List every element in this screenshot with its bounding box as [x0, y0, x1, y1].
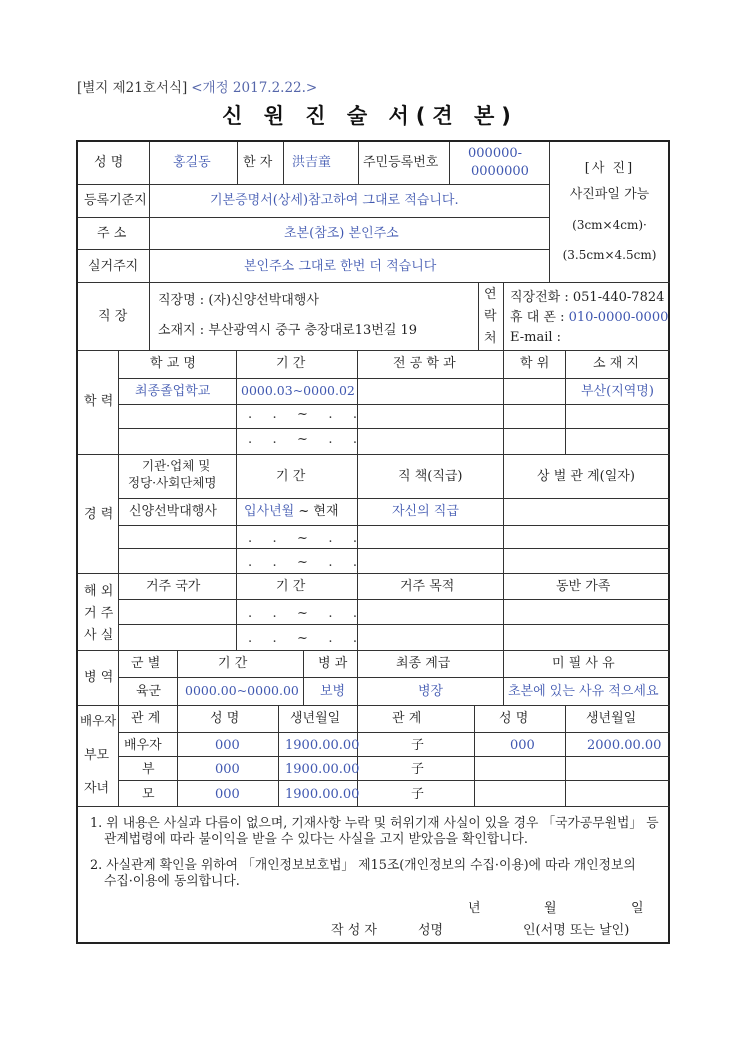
mil-specialty: 보병: [320, 684, 346, 699]
abroad-period-2: . . ~ . .: [248, 631, 360, 646]
hanja-label: 한 자: [243, 155, 273, 170]
career-header-org-2: 정당·사회단체명: [128, 475, 217, 490]
photo-line2: (3cm×4cm)·: [572, 218, 647, 232]
mobile-phone: [510, 311, 668, 324]
revision-date: <개정 2017.2.22.>: [191, 80, 318, 96]
fam-name2-1: 000: [510, 738, 535, 753]
career-period-3: . . ~ . .: [248, 555, 360, 570]
abroad-label-1: 해 외: [84, 584, 114, 599]
workplace-location: 소재지 : 부산광역시 중구 충장대로13번길 19: [158, 323, 418, 338]
abroad-header-purpose: 거주 목적: [400, 579, 455, 594]
edu-header-school: 학 교 명: [150, 356, 196, 371]
photo-box: [549, 142, 670, 282]
workplace-label: 직 장: [98, 309, 128, 324]
fam-name-3: 000: [215, 787, 240, 802]
edu-header-location: 소 재 지: [593, 356, 639, 371]
registry-value: 기본증명서(상세)참고하여 그대로 적습니다.: [210, 193, 459, 208]
fam-rel2-2: 子: [411, 762, 425, 777]
abroad-header-period: 기 간: [276, 579, 306, 594]
fam-rel2-3: 子: [411, 787, 425, 802]
military-label: 병 역: [84, 670, 114, 685]
education-label: 학 력: [84, 394, 114, 409]
career-position-1: 자신의 직급: [392, 504, 459, 519]
fam-name-2: 000: [215, 762, 240, 777]
mil-header-rank: 최종 계급: [396, 656, 451, 671]
career-end: ~ 현재: [294, 504, 339, 519]
abroad-header-country: 거주 국가: [146, 579, 201, 594]
abroad-label-3: 사 실: [84, 628, 114, 643]
form-number-label: [별지 제21호서식]: [77, 80, 188, 96]
career-header-position: 직 책(직급): [398, 469, 463, 484]
abroad-period-1: . . ~ . .: [248, 606, 360, 621]
fam-header-name: 성 명: [210, 711, 240, 726]
fam-birth-3: 1900.00.00: [285, 787, 360, 802]
residence-value: 본인주소 그대로 한번 더 적습니다: [244, 259, 437, 274]
edu-period-1: 0000.03~0000.02: [241, 383, 355, 398]
edu-header-major: 전 공 학 과: [393, 356, 456, 371]
note-1-line-1: 1. 위 내용은 사실과 다름이 없으며, 기재사항 누락 및 허위기재 사실이 있을 경우 「국가공무원법」 등: [90, 816, 659, 831]
statement-form: [76, 140, 670, 944]
writer-label: 작 성 자: [331, 923, 377, 938]
fam-header-rel2: 관 계: [392, 711, 422, 726]
work-phone-value: 051-440-7824: [572, 290, 665, 305]
fam-rel-1: 배우자: [124, 738, 162, 753]
mil-header-period: 기 간: [218, 656, 248, 671]
edu-period-2: . . ~ . .: [248, 407, 360, 422]
edu-header-period: 기 간: [276, 356, 306, 371]
address-label: 주 소: [97, 226, 127, 241]
career-header-awards: 상 벌 관 계(일자): [537, 469, 635, 484]
name-label: 성 명: [94, 155, 124, 170]
abroad-label-2: 거 주: [84, 606, 114, 621]
family-label-3: 자녀: [84, 781, 110, 796]
career-header-period: 기 간: [276, 469, 306, 484]
rrn-label: 주민등록번호: [363, 155, 439, 170]
edu-header-degree: 학 위: [520, 356, 550, 371]
note-2-line-1: 2. 사실관계 확인을 위하여 「개인정보보호법」 제15조(개인정보의 수집·이용)에 따라 개인정보의: [90, 858, 636, 873]
date-year: 년: [468, 901, 481, 916]
mil-rank: 병장: [418, 684, 444, 699]
date-month: 월: [544, 901, 557, 916]
fam-rel-2: 부: [142, 762, 155, 777]
career-org-1: 신양선박대행사: [129, 504, 217, 519]
form-number: [77, 76, 317, 96]
fam-header-birth: 생년월일: [290, 711, 341, 726]
residence-label: 실거주지: [88, 259, 139, 274]
date-day: 일: [631, 901, 644, 916]
family-label-2: 부모: [84, 748, 110, 763]
fam-header-birth2: 생년월일: [586, 711, 637, 726]
work-phone: [510, 291, 664, 304]
contact-label-1: 연: [484, 287, 497, 302]
note-1-line-2: 관계법령에 따라 불이익을 받을 수 있다는 사실을 고지 받았음을 확인합니다.: [104, 832, 528, 847]
page-title: 신 원 진 술 서(견 본): [222, 104, 518, 128]
photo-line3: (3.5cm×4.5cm): [562, 248, 657, 262]
mobile-value: 010-0000-0000: [568, 310, 669, 325]
fam-rel2-1: 子: [411, 738, 425, 753]
career-period-2: . . ~ . .: [248, 531, 360, 546]
fam-header-rel: 관 계: [131, 711, 161, 726]
email-label: E-mail :: [510, 330, 562, 345]
mil-reason: 초본에 있는 사유 적으세요: [508, 684, 659, 699]
fam-birth-2: 1900.00.00: [285, 762, 360, 777]
name-value: 홍길동: [173, 155, 211, 170]
mobile-label: 휴 대 폰 :: [510, 310, 569, 325]
fam-birth2-1: 2000.00.00: [587, 738, 662, 753]
career-start: 입사년월: [244, 504, 295, 519]
edu-location-1: 부산(지역명): [581, 384, 654, 399]
edu-school-1: 최종졸업학교: [135, 384, 211, 399]
mil-period: 0000.00~0000.00: [185, 683, 299, 698]
address-value: 초본(참조) 본인주소: [284, 226, 399, 241]
registry-label: 등록기준지: [84, 193, 147, 208]
photo-line1: 사진파일 가능: [569, 187, 650, 202]
fam-header-name2: 성 명: [499, 711, 529, 726]
mil-header-reason: 미 필 사 유: [552, 656, 615, 671]
contact-label-2: 락: [484, 309, 497, 324]
family-label-1: 배우자: [80, 713, 117, 728]
fam-birth-1: 1900.00.00: [285, 738, 360, 753]
work-phone-label: 직장전화 :: [510, 290, 573, 305]
career-header-org-1: 기관·업체 및: [142, 458, 211, 473]
fam-rel-3: 모: [142, 787, 155, 802]
signature-seal: 인(서명 또는 날인): [523, 923, 630, 938]
mil-header-branch: 군 별: [131, 656, 161, 671]
contact-label-3: 처: [484, 331, 497, 346]
mil-branch: 육군: [136, 684, 162, 699]
abroad-header-family: 동반 가족: [556, 579, 611, 594]
career-period-1: [244, 505, 339, 518]
rrn-value-line2: 0000000: [471, 164, 529, 179]
note-2-line-2: 수집·이용에 동의합니다.: [104, 874, 240, 889]
edu-period-3: . . ~ . .: [248, 432, 360, 447]
writer-name-label: 성명: [418, 923, 444, 938]
hanja-value: 洪吉童: [292, 155, 332, 170]
rrn-value-line1: 000000-: [468, 146, 523, 161]
workplace-name: 직장명 : (자)신양선박대행사: [158, 293, 319, 308]
photo-title: [사 진]: [584, 161, 635, 176]
mil-header-specialty: 병 과: [318, 656, 348, 671]
career-label: 경 력: [84, 507, 114, 522]
fam-name-1: 000: [215, 738, 240, 753]
